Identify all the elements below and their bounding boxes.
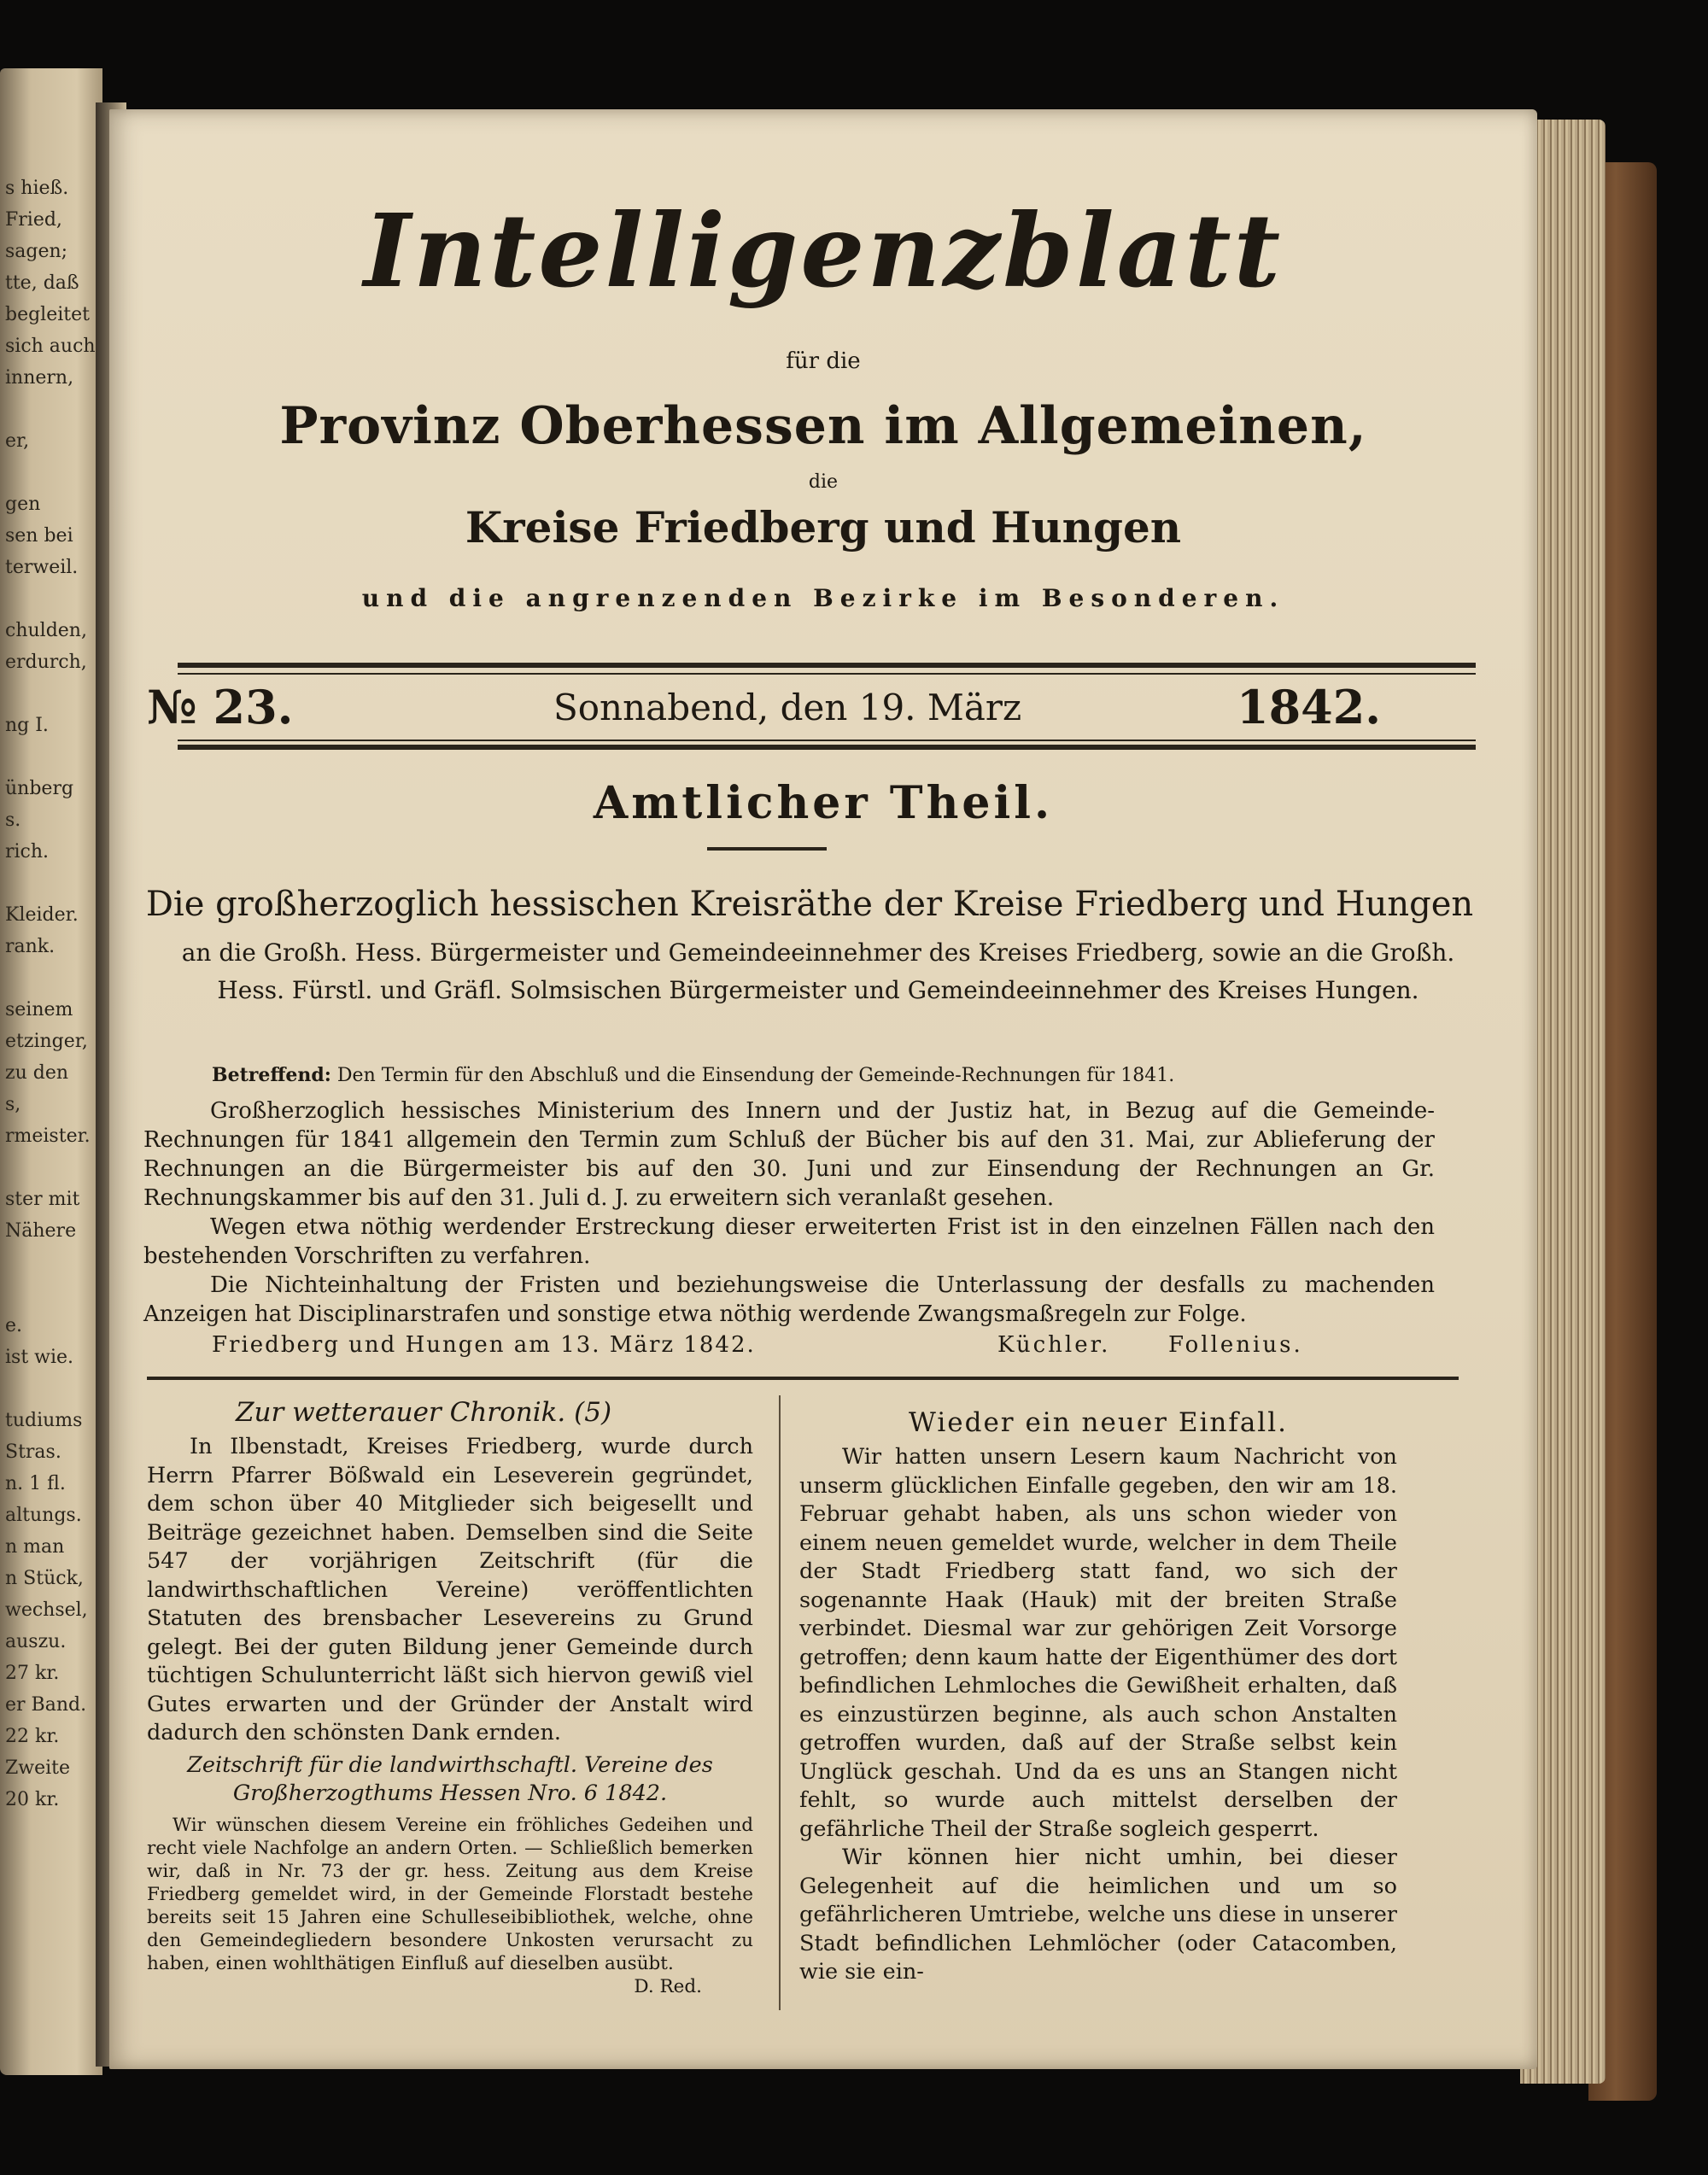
left-page-fragment: er, [5, 430, 30, 452]
masthead-title: Intelligenzblatt [363, 191, 1284, 310]
left-page-fragment: sen bei [5, 525, 73, 547]
official-signature-2: Follenius. [1168, 1332, 1303, 1358]
left-page-fragment: ng I. [5, 715, 49, 736]
left-page-fragment: rich. [5, 841, 50, 862]
issue-rule-top-thick [178, 663, 1476, 668]
left-column [147, 1397, 753, 1998]
section-divider [707, 847, 827, 851]
official-betreff [212, 1064, 1424, 1086]
right-column [799, 1407, 1397, 1987]
left-page-fragment: sagen; [5, 241, 68, 262]
left-page-fragment: 27 kr. [5, 1663, 60, 1684]
left-page-fragment: gen [5, 494, 41, 515]
left-page-fragment: 20 kr. [5, 1789, 60, 1810]
left-page-fragment: auszu. [5, 1631, 67, 1652]
official-signature-1: Küchler. [997, 1332, 1111, 1358]
right-column-paragraph: Wir hatten unsern Lesern kaum Nachricht von unserm glücklichen Einfalle gegeben, den wir am 18. Februar gehabt haben, als uns schon wieder von einem neuen gemeldet wurde, welcher in dem Theile der Stadt Friedberg statt fand, wo sich der sogenannte Haak (Hauk) mit der breiten Straße verbindet. Diesmal war zur gehörigen Zeit Vorsorge getroffen; denn kaum hatte der Eigenthümer des dort befindlichen Lehmloches die Gewißheit erhalten, daß es einzustürzen beginne, als auch schon Anstalten getroffen wurden, daß auf der Straße selbst kein Unglück geschah. Und da es uns an Stangen nicht fehlt, so wurde auch mittelst derselben der gefährliche Theil der Straße sogleich gesperrt. [799, 1444, 1397, 1842]
left-page-fragment: chulden, [5, 620, 87, 641]
masthead-kreise: Kreise Friedberg und Hungen [465, 502, 1182, 553]
left-page-fragment: er Band. [5, 1694, 87, 1716]
left-page-fragment: e. [5, 1315, 23, 1336]
left-page-fragment: rmeister. [5, 1126, 91, 1147]
left-column-body: In Ilbenstadt, Kreises Friedberg, wurde durch Herrn Pfarrer Bößwald ein Leseverein gegründet, dem schon über 40 Mitglieder sich beigesellt und Beiträge gezeichnet haben. Demselben sind die Seite 547 der vorjährigen Zeitschrift (für die landwirthschaftlichen Vereine) veröffentlichten Statuten des brensbacher Lesevereins zu Grund gelegt. Bei der guten Bildung jener Gemeinde durch tüchtigen Schulunterricht läßt sich hiervon gewiß viel Gutes erwarten und der Gründer der Anstalt wird dadurch den schönsten Dank ernden. [147, 1434, 753, 1745]
official-paragraph: Die Nichteinhaltung der Fristen und beziehungsweise die Unterlassung der desfalls zu machenden Anzeigen hat Disciplinarstrafen und sonstige etwa nöthig werdende Zwangsmaßregeln zur Folge. [143, 1272, 1435, 1327]
left-page-fragment: Kleider. [5, 904, 79, 926]
left-page-fragment: s hieß. [5, 178, 69, 199]
betreff-label: Betreffend: [212, 1064, 331, 1086]
left-column-note: Wir wünschen diesem Vereine ein fröhliches Gedeihen und recht viele Nachfolge an andern Orten. — Schließlich bemerken wir, daß in Nr. 73 der gr. hess. Zeitung aus dem Kreise Friedberg gemeldet wird, in der Gemeinde Florstadt bestehe bereits seit 15 Jahren eine Schulleseibibliothek, welche, ohne den Gemeindegliedern besondere Unkosten verursacht zu haben, einen wohlthätigen Einfluß auf dieselben ausübt. [147, 1814, 753, 1974]
official-place-date: Friedberg und Hungen am 13. März 1842. [212, 1332, 756, 1358]
masthead-tagline: und die angrenzenden Bezirke im Besonderen. [361, 584, 1285, 612]
left-page-fragment: zu den [5, 1062, 69, 1084]
betreff-text: Den Termin für den Abschluß und die Einsendung der Gemeinde-Rechnungen für 1841. [336, 1065, 1175, 1086]
left-page-fragment: sich auch [5, 336, 96, 357]
left-page [0, 68, 102, 2075]
left-page-fragment: n Stück, [5, 1568, 84, 1589]
official-paragraph: Großherzoglich hessisches Ministerium des Innern und der Justiz hat, in Bezug auf die Gemeinde-Rechnungen für 1841 allgemein den Termin zum Schluß der Bücher bis auf den 31. Mai, zur Ablieferung der Rechnungen an die Bürgermeister bis auf den 30. Juni und zur Einsendung der Rechnungen an Gr. Rechnungskammer bis auf den 31. Juli d. J. zu erweitern sich veranlaßt gesehen. [143, 1098, 1435, 1211]
left-page-fragment: s, [5, 1094, 21, 1115]
official-section-title: Amtlicher Theil. [593, 777, 1054, 829]
left-page-fragment: Nähere [5, 1220, 77, 1242]
issue-rule-top-thin [178, 673, 1476, 675]
official-body [143, 1096, 1435, 1329]
official-end-rule [147, 1377, 1459, 1380]
issue-date: Sonnabend, den 19. März [553, 687, 1022, 728]
masthead-province: Provinz Oberhessen im Allgemeinen, [279, 396, 1367, 456]
masthead-die: die [808, 471, 839, 493]
left-page-fragment: seinem [5, 999, 73, 1020]
left-page-fragment: 22 kr. [5, 1726, 60, 1747]
left-column-title: Zur wetterauer Chronik. (5) [236, 1397, 612, 1428]
issue-year: 1842. [1237, 680, 1382, 734]
official-heading: Die großherzoglich hessischen Kreisräthe der Kreise Friedberg und Hungen [145, 885, 1474, 924]
left-column-note-sign: D. Red. [634, 1975, 702, 1997]
column-divider [779, 1395, 781, 2010]
left-page-fragment: Zweite [5, 1757, 71, 1779]
left-page-fragment: Stras. [5, 1441, 61, 1463]
issue-number: № 23. [147, 680, 294, 734]
official-paragraph: Wegen etwa nöthig werdender Erstreckung dieser erweiterten Frist ist in den einzelnen Fällen nach den bestehenden Vorschriften zu verfahren. [143, 1214, 1435, 1269]
left-page-fragment: ist wie. [5, 1347, 74, 1368]
left-page-fragment: s. [5, 810, 21, 831]
left-page-fragment: terweil. [5, 557, 79, 578]
right-column-paragraph: Wir können hier nicht umhin, bei dieser Gelegenheit auf die heimlichen und um so gefährlicheren Umtriebe, welche uns diese in unserer Stadt befindlichen Lehmlöcher (oder Catacomben, wie sie ein- [799, 1845, 1397, 1985]
right-column-title: Wieder ein neuer Einfall. [909, 1407, 1288, 1438]
left-page-fragment: n man [5, 1536, 65, 1558]
left-page-fragment: rank. [5, 936, 56, 957]
left-page-fragment: wechsel, [5, 1599, 88, 1621]
left-page-fragment: ster mit [5, 1189, 80, 1210]
left-page-fragment: innern, [5, 367, 74, 389]
masthead-fuer-die: für die [786, 348, 861, 374]
left-page-fragment: altungs. [5, 1505, 82, 1526]
newspaper-page [109, 109, 1537, 2069]
left-page-fragment: ünberg [5, 778, 74, 799]
left-column-source: Zeitschrift für die landwirthschaftl. Vereine des Großherzogthums Hessen Nro. 6 1842. [187, 1751, 713, 1806]
left-page-fragment: tudiums [5, 1410, 83, 1431]
left-page-fragment: n. 1 fl. [5, 1473, 66, 1494]
issue-rule-bottom-thin [178, 740, 1476, 741]
left-page-fragment: etzinger, [5, 1031, 88, 1052]
left-page-fragment: erdurch, [5, 652, 87, 673]
left-page-fragment: tte, daß [5, 272, 79, 294]
left-page-fragment: Fried, [5, 209, 62, 231]
left-page-fragment: begleitet [5, 304, 90, 325]
official-addressee: an die Großh. Hess. Bürgermeister und Gemeindeeinnehmer des Kreises Friedberg, sowie an die Großh. Hess. Fürstl. und Gräfl. Solmsischen Bürgermeister und Gemeindeeinnehmer des Kreises Hungen. [181, 938, 1455, 1004]
issue-rule-bottom-thick [178, 745, 1476, 750]
